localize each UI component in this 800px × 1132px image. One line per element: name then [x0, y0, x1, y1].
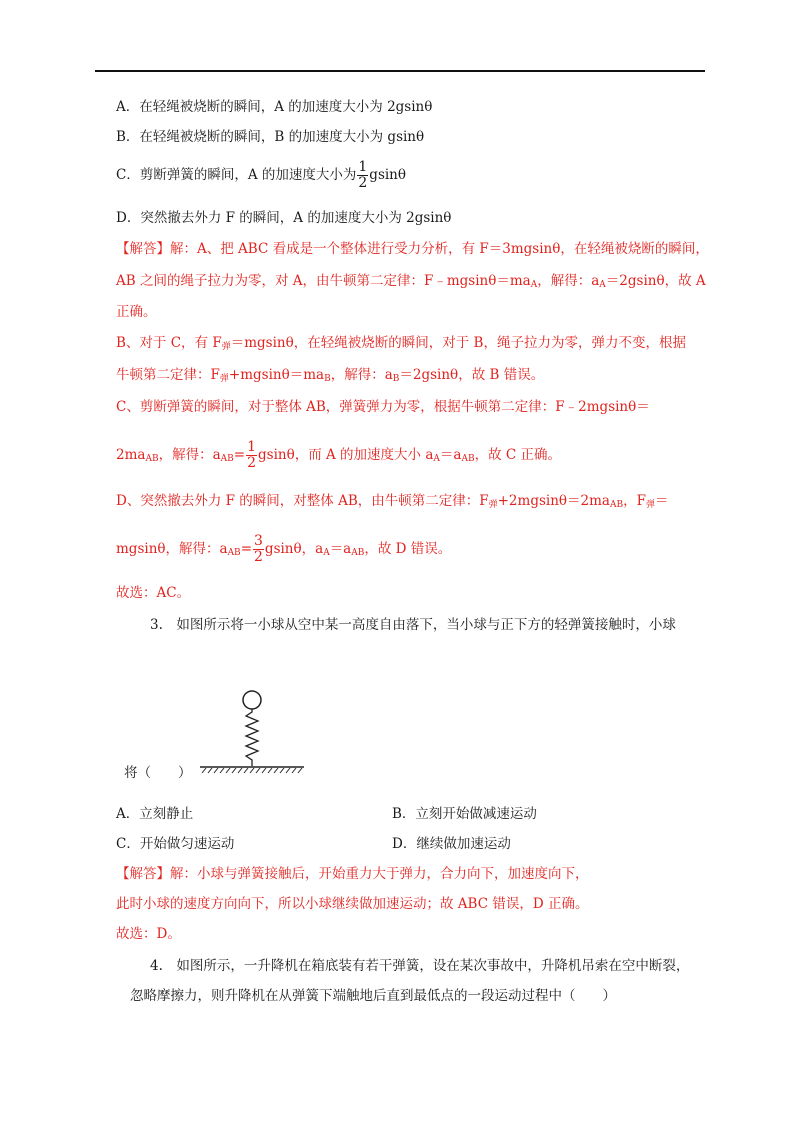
q3-answer-choice: 故选：D。	[116, 926, 181, 942]
subscript: AB	[220, 454, 234, 464]
question-4-stem-line-2: 忽略摩擦力，则升降机在从弹簧下端触地后直到最低点的一段运动过程中（ ）	[130, 988, 616, 1004]
text: 牛顿第二定律：F	[116, 367, 220, 383]
text: ，解得：a	[330, 367, 393, 383]
ball-icon	[243, 691, 261, 709]
question-4-stem-line-1: 4. 如图所示，一升降机在箱底装有若干弹簧，设在某次事故中，升降机吊索在空中断裂，	[150, 958, 690, 974]
answer-line-a3: 正确。	[116, 304, 157, 320]
header-rule	[95, 70, 705, 72]
subscript: AB	[351, 548, 365, 558]
fraction-numerator: 1	[358, 159, 368, 175]
fraction-one-half	[357, 160, 368, 191]
answer-line-b1	[116, 334, 686, 356]
subscript: AB	[609, 500, 624, 510]
option-c-text: C．剪断弹簧的瞬间，A 的加速度大小为	[116, 167, 357, 183]
subscript: 弹	[221, 342, 231, 352]
subscript: 弹	[488, 500, 498, 510]
subscript: 弹	[645, 500, 655, 510]
answer-line-d2	[116, 534, 451, 565]
fraction-one-half	[246, 440, 257, 471]
subscript: AB	[227, 548, 241, 558]
text: gsinθ，而 A 的加速度大小 a	[258, 447, 434, 463]
text: ＝2gsinθ，故 A	[605, 273, 706, 289]
text: ＝mgsinθ，在轻绳被烧断的瞬间，对于 B，绳子拉力为零，弹力不变，根据	[230, 335, 686, 351]
fraction-numerator: 3	[254, 533, 263, 549]
text: gsinθ，a	[264, 541, 324, 557]
answer-line-c2	[116, 440, 561, 471]
text: +2mgsinθ＝2ma	[497, 493, 610, 509]
text: D、突然撤去外力 F 的瞬间，对整体 AB，由牛顿第二定律：F	[116, 493, 489, 509]
option-b: B．在轻绳被烧断的瞬间，B 的加速度大小为 gsinθ	[116, 129, 425, 145]
option-d: D．突然撤去外力 F 的瞬间，A 的加速度大小为 2gsinθ	[116, 210, 452, 226]
text: mgsinθ，解得：a	[116, 541, 228, 557]
text: AB 之间的绳子拉力为零，对 A，由牛顿第二定律：F﹣mgsinθ＝ma	[116, 273, 531, 289]
text: ，解得：a	[158, 447, 221, 463]
subscript: A	[323, 548, 330, 558]
subscript: A	[599, 280, 606, 290]
fraction-denominator: 2	[358, 175, 368, 191]
text: =	[240, 541, 252, 557]
answer-line-a2	[116, 272, 706, 294]
text: ，故 D 错误。	[364, 541, 452, 557]
subscript: A	[433, 454, 440, 464]
text: ＝	[655, 493, 669, 509]
q3-answer-line-2: 此时小球的速度方向向下，所以小球继续做加速运动；故 ABC 错误，D 正确。	[116, 896, 589, 912]
option-c-tail: gsinθ	[369, 167, 407, 183]
fraction-three-halves	[253, 534, 264, 565]
subscript: AB	[145, 454, 159, 464]
text: +mgsinθ＝ma	[228, 367, 325, 383]
answer-line-b2	[116, 366, 544, 388]
answer-line-d1	[116, 492, 669, 514]
answer-line-a1: 【解答】解：A、把 ABC 看成是一个整体进行受力分析，有 F＝3mgsinθ，在轻绳被烧断的瞬间，	[116, 241, 709, 257]
text: ＝a	[439, 447, 462, 463]
q3-option-c: C．开始做匀速运动	[116, 836, 235, 852]
subscript: B	[392, 374, 400, 384]
fraction-denominator: 2	[247, 455, 256, 471]
option-c	[116, 160, 406, 191]
question-3-stem: 3. 如图所示将一小球从空中某一高度自由落下，当小球与正下方的轻弹簧接触时，小球	[150, 617, 676, 633]
q3-option-d: D．继续做加速运动	[392, 836, 511, 852]
answer-choice: 故选：AC。	[116, 585, 191, 601]
subscript: 弹	[219, 374, 229, 384]
text: ，解得：a	[537, 273, 600, 289]
question-3-stem-end: 将（ ）	[124, 765, 192, 781]
text: ＝a	[329, 541, 352, 557]
q3-option-b: B．立刻开始做减速运动	[392, 806, 537, 822]
ground-hatching	[202, 768, 302, 773]
text: ，故 C 正确。	[474, 447, 561, 463]
text: ，F	[623, 493, 646, 509]
text: 2ma	[116, 447, 146, 463]
subscript: AB	[461, 454, 475, 464]
text: B、对于 C，有 F	[116, 335, 222, 351]
fraction-numerator: 1	[247, 439, 256, 455]
subscript: B	[324, 374, 331, 384]
fraction-denominator: 2	[254, 549, 263, 565]
spring-icon	[246, 709, 258, 766]
text: =	[233, 447, 246, 463]
q3-answer-line-1: 【解答】解：小球与弹簧接触后，开始重力大于弹力，合力向下，加速度向下，	[116, 866, 589, 882]
q3-option-a: A．立刻静止	[116, 806, 194, 822]
option-a: A．在轻绳被烧断的瞬间，A 的加速度大小为 2gsinθ	[116, 99, 433, 115]
ball-spring-figure	[196, 688, 308, 774]
subscript: A	[530, 280, 538, 290]
text: ＝2gsinθ，故 B 错误。	[399, 367, 545, 383]
answer-line-c1: C、剪断弹簧的瞬间，对于整体 AB，弹簧弹力为零，根据牛顿第二定律：F﹣2mgsinθ＝	[116, 399, 650, 415]
